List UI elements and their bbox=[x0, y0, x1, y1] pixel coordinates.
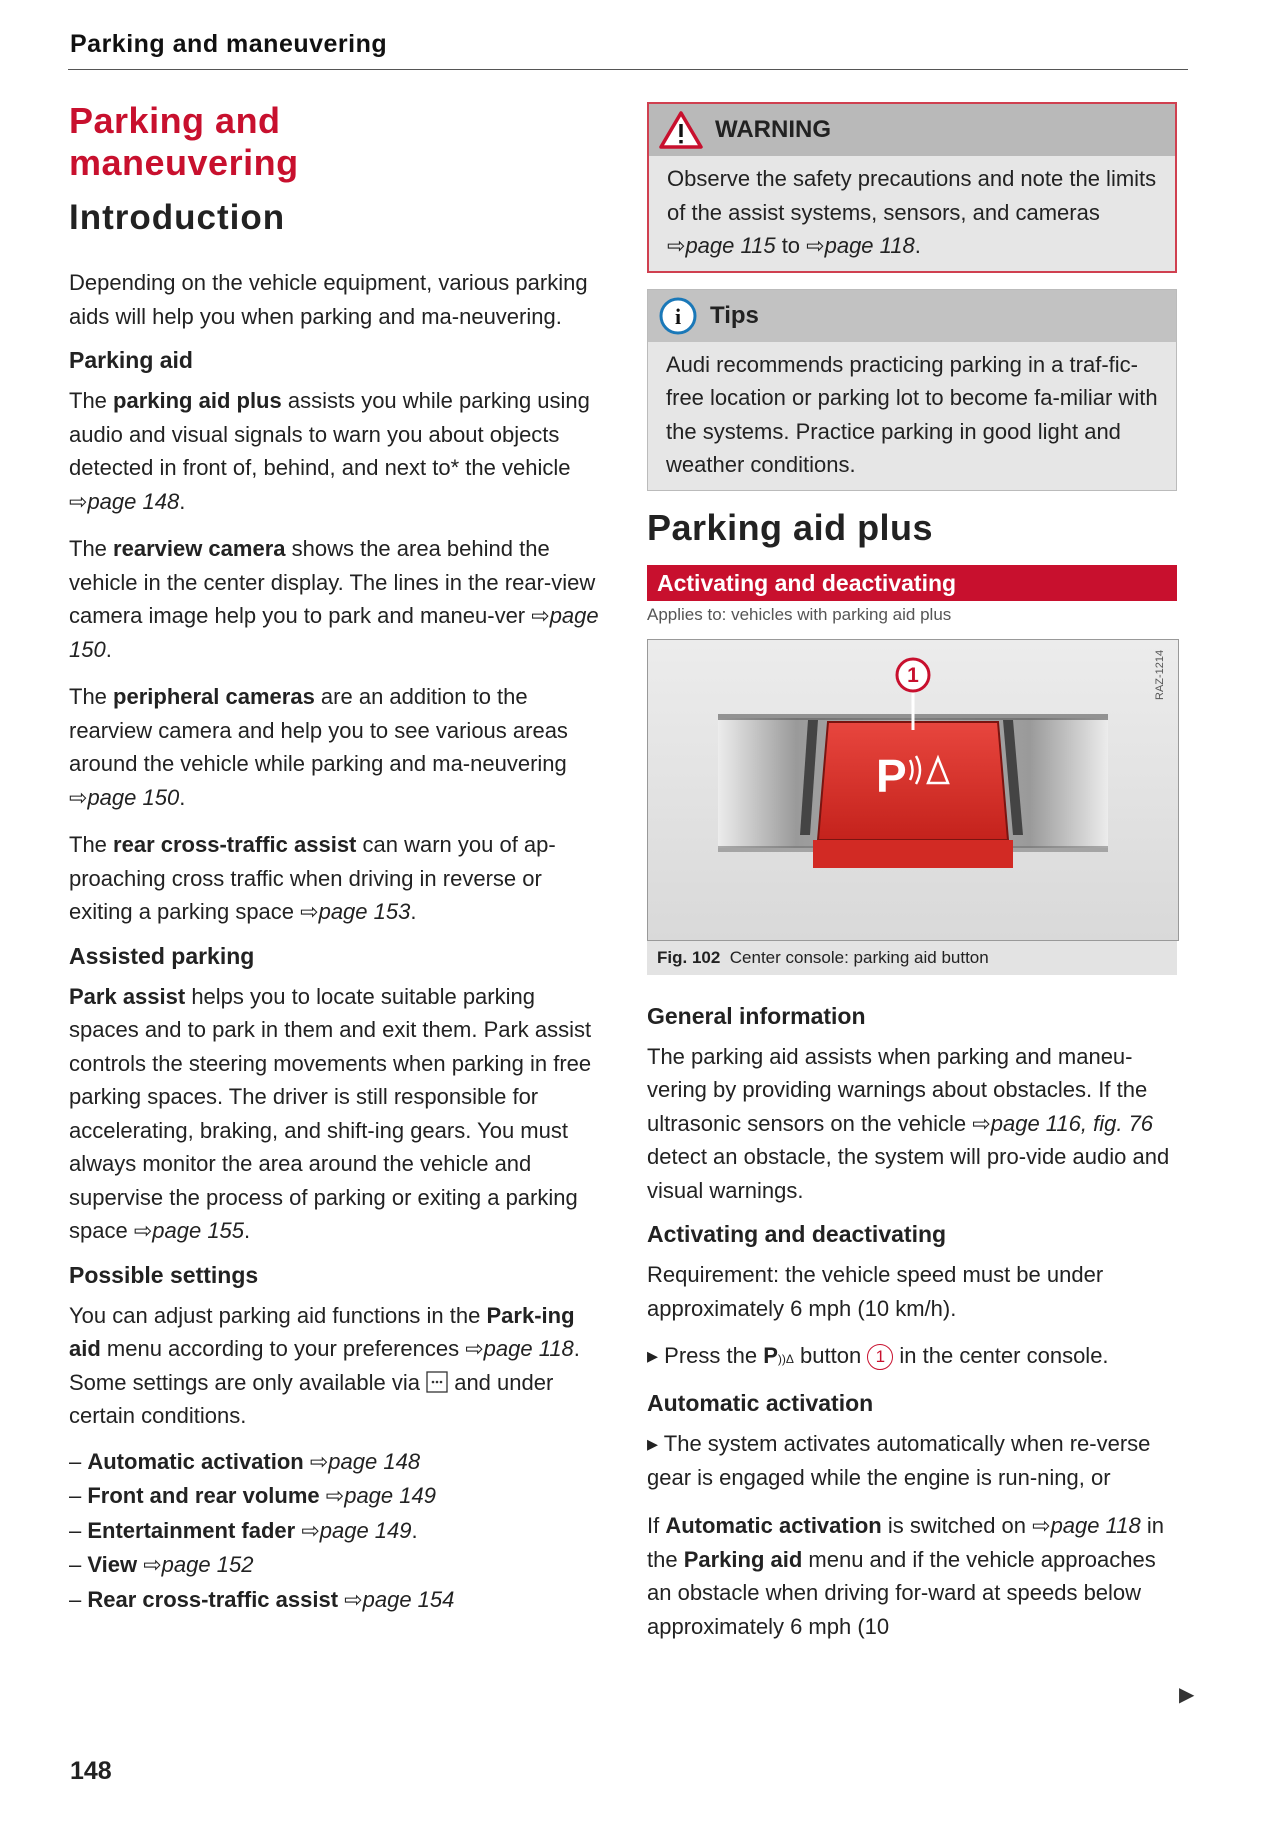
paragraph-peripheral-cameras: The peripheral cameras are an addition to the rearview camera and help you to see various areas around the vehicle while parking and ma-neuvering ⇨page 150. bbox=[69, 684, 568, 810]
right-column bbox=[647, 102, 1177, 1657]
left-column bbox=[69, 100, 599, 1617]
arrow-right-icon: ⇨ bbox=[972, 1110, 991, 1136]
callout-number: 1 bbox=[907, 663, 919, 687]
page-ref-link[interactable]: page 148 bbox=[328, 1448, 421, 1474]
warning-triangle-icon bbox=[659, 110, 703, 150]
tips-body bbox=[648, 342, 1176, 490]
section-title-line2: maneuvering bbox=[69, 142, 299, 183]
page-ref-link[interactable]: page 149 bbox=[319, 1517, 412, 1543]
figure-ref-link[interactable]: fig. 76 bbox=[1093, 1110, 1154, 1136]
paragraph-park-assist: Park assist helps you to locate suitable parking spaces and to park in them and exit them. Park assist controls the steering movements when parking in free parking spaces. The driver is still responsible for accelerating, braking, and shift-ing gears. You must always monitor the area around the vehicle and supervise the process of parking or exiting a parking space ⇨page 155. bbox=[69, 983, 592, 1243]
applies-note: Applies to: vehicles with parking aid plus bbox=[647, 604, 952, 624]
warning-body: Observe the safety precautions and note the limits of the assist systems, sensors, and cameras ⇨page 115 to ⇨page 118. bbox=[649, 156, 1175, 271]
paragraph-settings: You can adjust parking aid functions in the Park-ing aid menu according to your preferences ⇨page 118. Some settings are only available via and under certain conditions. bbox=[69, 1302, 580, 1428]
list-item: – View ⇨page 152 bbox=[69, 1552, 254, 1577]
tips-box bbox=[647, 289, 1177, 491]
page-ref-link[interactable]: page 118 bbox=[1050, 1513, 1141, 1538]
page-ref-link[interactable]: page 155 bbox=[152, 1218, 245, 1243]
tips-title: Tips bbox=[710, 301, 759, 329]
arrow-right-icon: ⇨ bbox=[667, 233, 686, 258]
arrow-right-icon: ⇨ bbox=[309, 1448, 329, 1474]
heading-assisted-parking: Assisted parking bbox=[69, 942, 255, 969]
list-item: – Automatic activation ⇨page 148 bbox=[69, 1448, 421, 1474]
arrow-right-icon: ⇨ bbox=[531, 603, 550, 628]
page-ref-link[interactable]: page 148 bbox=[87, 488, 180, 514]
paragraph-auto: If Automatic activation is switched on ⇨page 118 in the Parking aid menu and if the vehicle approaches an obstacle when driving for-ward at speeds below approximately 6 mph (10 bbox=[647, 1513, 1164, 1639]
continue-triangle-icon: ▶ bbox=[1179, 1684, 1195, 1706]
heading-automatic-activation: Automatic activation bbox=[647, 1390, 874, 1416]
list-item: – Front and rear volume ⇨page 149 bbox=[69, 1483, 436, 1508]
info-circle-icon bbox=[658, 296, 698, 336]
arrow-right-icon: ⇨ bbox=[300, 899, 319, 924]
tips-header bbox=[648, 290, 1176, 342]
heading-parking-aid: Parking aid bbox=[69, 347, 193, 373]
button-label: P bbox=[876, 749, 907, 802]
warning-header bbox=[649, 104, 1175, 156]
arrow-right-icon: ⇨ bbox=[465, 1336, 484, 1361]
heading-activating: Activating and deactivating bbox=[647, 1221, 947, 1247]
intro-text: Depending on the vehicle equipment, various parking aids will help you when parking and ma-neuvering. bbox=[69, 270, 588, 329]
page-ref-link[interactable]: page 118 bbox=[483, 1336, 574, 1361]
page-ref-link[interactable]: page 150 bbox=[69, 603, 599, 662]
paragraph-rear-cross-traffic: The rear cross-traffic assist can warn you of ap-proaching cross traffic when driving in reverse or exiting a parking space ⇨page 153. bbox=[69, 832, 556, 924]
step-auto: ▸ The system activates automatically when re-verse gear is engaged while the engine is run-ning, or bbox=[647, 1431, 1151, 1490]
tips-text: Audi recommends practicing parking in a traf-fic-free location or parking lot to become fa-miliar with the systems. Practice parking in good light and weather conditions. bbox=[666, 351, 1158, 477]
page-ref-link[interactable]: page 153 bbox=[318, 899, 411, 924]
paragraph-general: The parking aid assists when parking and maneu-vering by providing warnings about obstacles. If the ultrasonic sensors on the vehicle ⇨page 116, fig. 76 detect an obstacle, the system will pro-vide audio and visual warnings. bbox=[647, 1043, 1170, 1203]
section-title-line1: Parking and bbox=[69, 100, 281, 141]
arrow-right-icon: ⇨ bbox=[133, 1218, 153, 1243]
menu-button-icon bbox=[426, 1371, 448, 1393]
callout-one: 1 bbox=[867, 1344, 893, 1370]
arrow-right-icon: ⇨ bbox=[806, 233, 825, 258]
svg-text:i: i bbox=[674, 303, 682, 329]
list-item: – Rear cross-traffic assist ⇨page 154 bbox=[69, 1586, 455, 1612]
settings-list bbox=[69, 1445, 599, 1618]
page-ref-link[interactable]: page 152 bbox=[161, 1552, 254, 1577]
list-item: – Entertainment fader ⇨page 149. bbox=[69, 1517, 418, 1543]
page-ref-link[interactable]: page 149 bbox=[344, 1483, 436, 1508]
figure-code: RAZ-1214 bbox=[1154, 649, 1166, 700]
arrow-right-icon: ⇨ bbox=[69, 784, 88, 810]
header-rule bbox=[68, 69, 1188, 70]
subsection-bar: Activating and deactivating bbox=[647, 565, 1177, 601]
heading-general-information: General information bbox=[647, 1002, 866, 1029]
arrow-right-icon: ⇨ bbox=[325, 1483, 345, 1508]
heading-possible-settings: Possible settings bbox=[69, 1261, 259, 1288]
section-title-parking-aid-plus: Parking aid plus bbox=[647, 506, 934, 548]
step-press-button: ▸ Press the P))Δ button 1 in the center console. bbox=[647, 1339, 1177, 1376]
page-ref-link[interactable]: page 116, bbox=[990, 1110, 1087, 1136]
warning-title: WARNING bbox=[715, 116, 831, 143]
warning-box bbox=[647, 102, 1177, 273]
intro-title: Introduction bbox=[69, 198, 286, 237]
parking-aid-button-icon: P bbox=[763, 1343, 778, 1368]
arrow-right-icon: ⇨ bbox=[143, 1552, 162, 1577]
running-head: Parking and maneuvering bbox=[70, 30, 388, 58]
arrow-right-icon: ⇨ bbox=[301, 1517, 320, 1543]
arrow-right-icon: ⇨ bbox=[344, 1586, 363, 1612]
figure-center-console bbox=[647, 639, 1179, 941]
page-ref-link[interactable]: page 154 bbox=[362, 1586, 455, 1612]
paragraph-requirement: Requirement: the vehicle speed must be under approximately 6 mph (10 km/h). bbox=[647, 1262, 1104, 1321]
section-title bbox=[69, 100, 599, 184]
paragraph-parking-aid-plus: The parking aid plus assists you while parking using audio and visual signals to warn you about objects detected in front of, behind, and next to* the vehicle ⇨page 148. bbox=[69, 388, 590, 514]
figure-caption: Fig. 102 Center console: parking aid button bbox=[647, 941, 1177, 975]
page-number: 148 bbox=[70, 1757, 112, 1785]
console-illustration bbox=[648, 640, 1178, 940]
paragraph-rearview-camera: The rearview camera shows the area behind the vehicle in the center display. The lines in the rear-view camera image help you to park and maneu-ver ⇨page 150. bbox=[69, 536, 599, 662]
page-ref-link[interactable]: page 115 bbox=[685, 233, 776, 258]
page-ref-link[interactable]: page 118 bbox=[824, 233, 915, 258]
arrow-right-icon: ⇨ bbox=[1032, 1513, 1051, 1538]
page-ref-link[interactable]: page 150 bbox=[87, 784, 180, 810]
arrow-right-icon: ⇨ bbox=[69, 488, 88, 514]
